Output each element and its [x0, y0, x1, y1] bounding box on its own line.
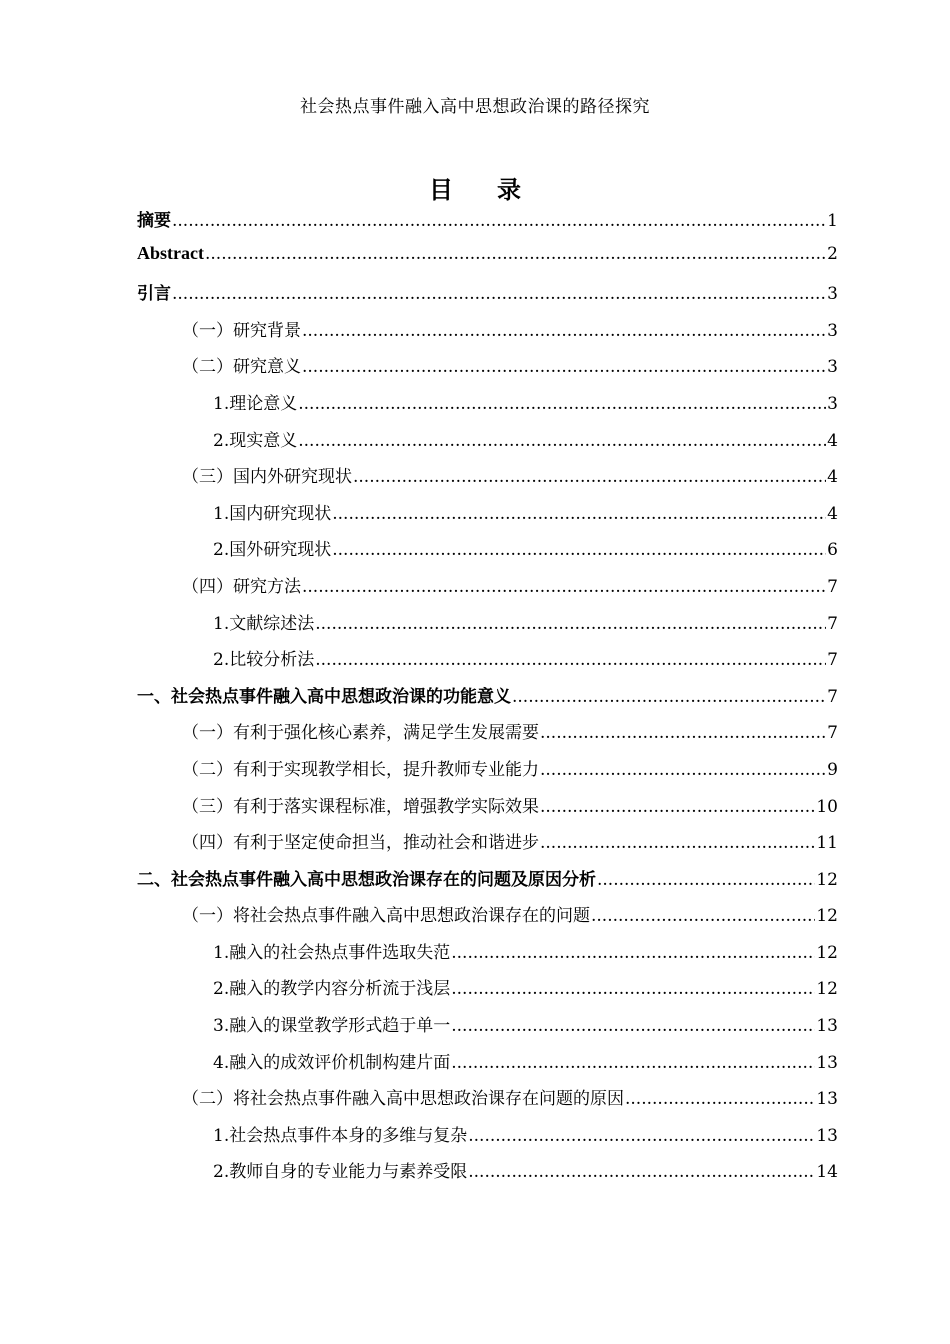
toc-entry-page: 13: [816, 1016, 838, 1037]
toc-leader-dots: [298, 431, 826, 451]
toc-entry[interactable]: [137, 572, 838, 609]
toc-leader-dots: [451, 943, 815, 963]
toc-entry-page: 4: [827, 430, 838, 451]
toc-entry-label: 1.融入的社会热点事件选取失范: [213, 942, 451, 963]
toc-entry-page: 13: [816, 1052, 838, 1073]
toc-entry-label: 1.国内研究现状: [213, 503, 332, 524]
toc-leader-dots: [302, 321, 826, 341]
toc-entry-page: 7: [827, 576, 838, 597]
toc-entry[interactable]: [137, 279, 838, 316]
toc-entry-label: （一）将社会热点事件融入高中思想政治课存在的问题: [182, 906, 590, 927]
toc-entry-page: 7: [827, 613, 838, 634]
toc-leader-dots: [302, 357, 826, 377]
toc-entry-label: （三）有利于落实课程标准，增强教学实际效果: [182, 796, 539, 817]
toc-entry[interactable]: [137, 462, 838, 499]
toc-entry-page: 10: [816, 796, 838, 817]
toc-entry-page: 3: [827, 357, 838, 378]
toc-leader-dots: [451, 1016, 815, 1036]
toc-entry[interactable]: [137, 1084, 838, 1121]
toc-entry-label: 摘要: [137, 211, 171, 231]
toc-entry[interactable]: [137, 426, 838, 463]
toc-entry-label: Abstract: [137, 242, 204, 263]
toc-entry-label: 1.文献综述法: [213, 613, 315, 634]
toc-entry-label: （一）有利于强化核心素养，满足学生发展需要: [182, 723, 539, 744]
toc-entry-page: 13: [816, 1125, 838, 1146]
toc-leader-dots: [540, 833, 815, 853]
toc-entry-page: 3: [827, 393, 838, 414]
toc-entry-page: 11: [816, 833, 838, 854]
toc-entry-label: 二、社会热点事件融入高中思想政治课存在的问题及原因分析: [137, 869, 596, 890]
toc-entry[interactable]: [137, 865, 838, 902]
toc-entry[interactable]: [137, 682, 838, 719]
toc-leader-dots: [625, 1089, 815, 1109]
toc-leader-dots: [172, 284, 826, 304]
toc-entry-label: （二）有利于实现教学相长，提升教师专业能力: [182, 759, 539, 780]
toc-entry-label: （三）国内外研究现状: [182, 467, 352, 488]
toc-entry-label: 2.现实意义: [213, 430, 298, 451]
toc-entry-label: 2.教师自身的专业能力与素养受限: [213, 1162, 468, 1183]
toc-entry-page: 12: [816, 906, 838, 927]
toc-leader-dots: [315, 650, 826, 670]
toc-entry[interactable]: [137, 1157, 838, 1194]
toc-leader-dots: [540, 760, 826, 780]
toc-entry[interactable]: [137, 499, 838, 536]
toc-entry[interactable]: [137, 901, 838, 938]
toc-leader-dots: [540, 797, 815, 817]
toc-entry-page: 12: [816, 942, 838, 963]
toc-entry[interactable]: [137, 828, 838, 865]
toc-entry[interactable]: [137, 1121, 838, 1158]
toc-leader-dots: [468, 1162, 815, 1182]
toc-entry-page: 4: [827, 467, 838, 488]
toc-title: [0, 170, 950, 205]
toc-leader-dots: [315, 614, 826, 634]
toc-leader-dots: [302, 577, 826, 597]
toc-leader-dots: [591, 906, 815, 926]
toc-entry-label: 2.国外研究现状: [213, 540, 332, 561]
toc-entry-page: 14: [816, 1162, 838, 1183]
toc-leader-dots: [468, 1126, 815, 1146]
toc-entry-page: 3: [827, 320, 838, 341]
toc-entry-label: 1.社会热点事件本身的多维与复杂: [213, 1125, 468, 1146]
toc-entry-page: 2: [827, 243, 838, 264]
toc-entry[interactable]: [137, 938, 838, 975]
toc-entry[interactable]: [137, 755, 838, 792]
toc-entry[interactable]: [137, 316, 838, 353]
toc-leader-dots: [597, 870, 815, 890]
toc-entry-label: 一、社会热点事件融入高中思想政治课的功能意义: [137, 686, 511, 707]
toc-leader-dots: [298, 394, 826, 414]
table-of-contents: [137, 206, 838, 1194]
toc-entry-label: 3.融入的课堂教学形式趋于单一: [213, 1016, 451, 1037]
toc-entry-page: 12: [816, 869, 838, 890]
toc-title-right: 录: [497, 176, 521, 204]
toc-entry[interactable]: [137, 1011, 838, 1048]
running-header: 社会热点事件融入高中思想政治课的路径探究: [300, 97, 650, 117]
toc-entry[interactable]: [137, 974, 838, 1011]
toc-leader-dots: [172, 211, 826, 231]
toc-leader-dots: [205, 244, 826, 264]
toc-entry-label: （四）有利于坚定使命担当，推动社会和谐进步: [182, 833, 539, 854]
toc-entry-page: 7: [827, 723, 838, 744]
toc-entry-label: （一）研究背景: [182, 320, 301, 341]
toc-leader-dots: [332, 540, 826, 560]
toc-entry-page: 6: [827, 540, 838, 561]
toc-leader-dots: [540, 723, 826, 743]
toc-entry[interactable]: [137, 243, 838, 280]
toc-entry[interactable]: [137, 792, 838, 829]
toc-entry-page: 4: [827, 503, 838, 524]
toc-entry-page: 12: [816, 979, 838, 1000]
toc-entry-page: 13: [816, 1089, 838, 1110]
toc-entry-page: 7: [827, 650, 838, 671]
toc-entry[interactable]: [137, 535, 838, 572]
toc-entry[interactable]: [137, 389, 838, 426]
toc-entry-label: （四）研究方法: [182, 576, 301, 597]
toc-entry-page: 9: [827, 759, 838, 780]
toc-title-left: 目: [429, 176, 453, 204]
toc-leader-dots: [451, 979, 815, 999]
toc-entry-label: 2.融入的教学内容分析流于浅层: [213, 979, 451, 1000]
toc-entry-page: 3: [827, 284, 838, 305]
toc-entry-page: 1: [827, 211, 838, 231]
toc-leader-dots: [332, 504, 826, 524]
toc-entry[interactable]: [137, 609, 838, 646]
toc-entry[interactable]: [137, 352, 838, 389]
toc-entry[interactable]: [137, 718, 838, 755]
toc-leader-dots: [353, 467, 826, 487]
toc-entry-label: 1.理论意义: [213, 393, 298, 414]
toc-entry[interactable]: [137, 645, 838, 682]
toc-entry[interactable]: [137, 206, 838, 243]
toc-entry-label: （二）研究意义: [182, 357, 301, 378]
toc-leader-dots: [512, 687, 826, 707]
toc-entry-label: 4.融入的成效评价机制构建片面: [213, 1052, 451, 1073]
toc-entry-page: 7: [827, 686, 838, 707]
toc-entry-label: 引言: [137, 284, 171, 305]
toc-leader-dots: [451, 1053, 815, 1073]
toc-entry[interactable]: [137, 1048, 838, 1085]
toc-entry-label: 2.比较分析法: [213, 650, 315, 671]
toc-entry-label: （二）将社会热点事件融入高中思想政治课存在问题的原因: [182, 1089, 624, 1110]
